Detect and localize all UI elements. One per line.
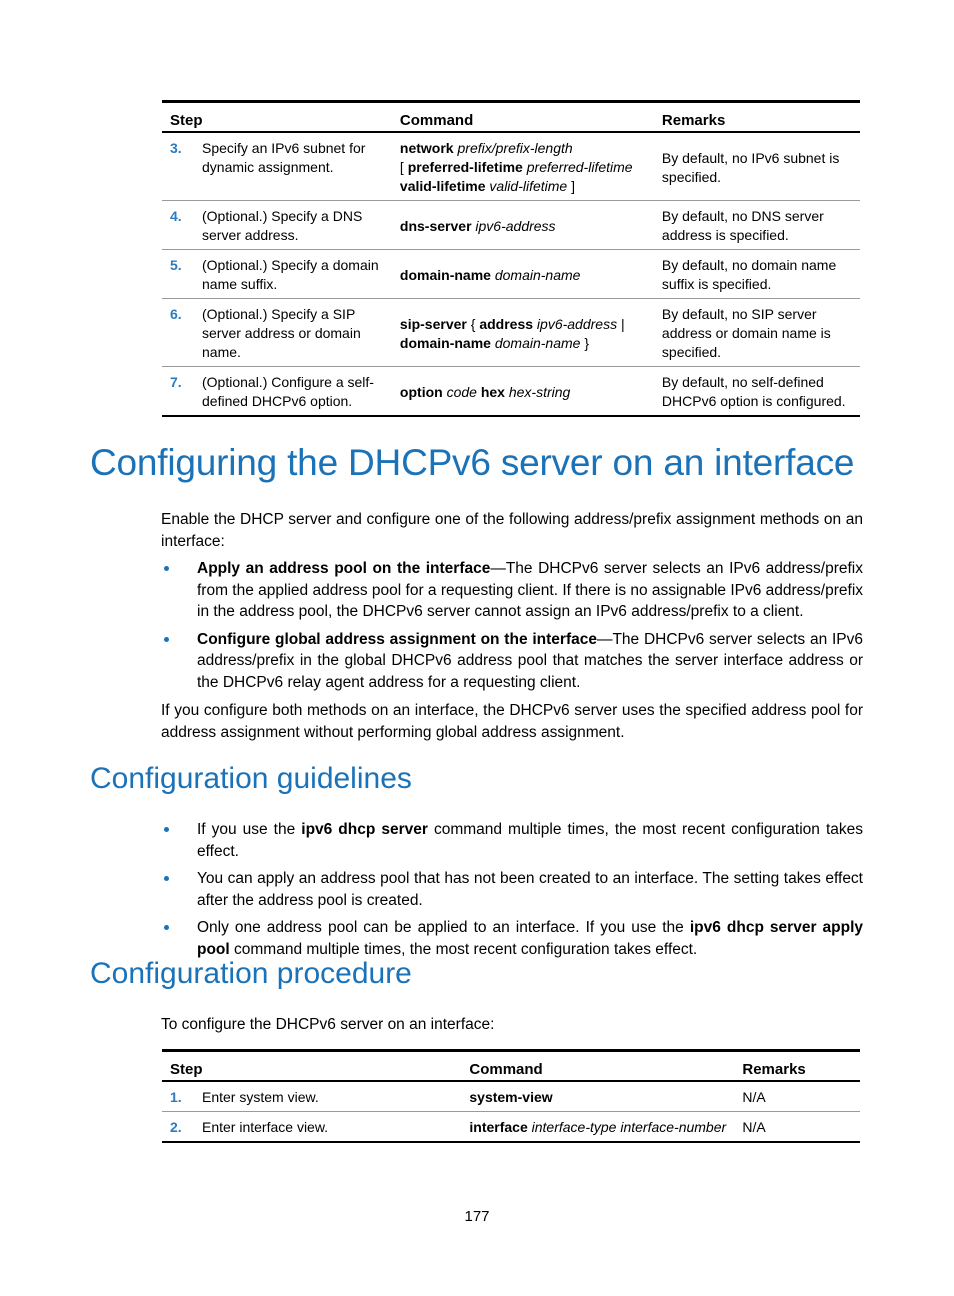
step-command <box>392 299 654 367</box>
text-segment: { <box>466 315 480 332</box>
step-description: Specify an IPv6 subnet for dynamic assignment. <box>194 132 392 201</box>
argument: ipv6-address <box>536 315 618 332</box>
header-command: Command <box>392 102 654 133</box>
text-segment: | <box>617 315 625 332</box>
bullet-icon <box>164 566 169 571</box>
step-remarks: By default, no IPv6 subnet is specified. <box>654 132 860 201</box>
argument: ipv6-address <box>475 217 556 234</box>
table-row <box>162 1081 860 1112</box>
method-name: Apply an address pool on the interface <box>197 560 491 577</box>
command-line <box>400 217 646 236</box>
guidelines-list <box>161 819 863 966</box>
command-line <box>400 334 646 353</box>
bullet-icon <box>164 637 169 642</box>
command-table-1 <box>162 100 860 417</box>
keyword: interface <box>469 1119 528 1135</box>
bullet-icon <box>164 876 169 881</box>
step-remarks: By default, no SIP server address or domain name is specified. <box>654 299 860 367</box>
assignment-methods-list <box>161 558 863 699</box>
command-line <box>400 158 646 177</box>
step-number: 2. <box>162 1112 194 1143</box>
text-segment: If you use the <box>197 821 302 838</box>
page-number: 177 <box>464 1208 490 1225</box>
argument: domain-name <box>494 266 581 283</box>
keyword: option <box>399 383 443 400</box>
table-header-row <box>162 1051 860 1082</box>
argument: hex-string <box>508 383 571 400</box>
header-step: Step <box>162 1051 461 1082</box>
header-step: Step <box>162 102 392 133</box>
argument: domain-name <box>494 334 581 351</box>
argument: code <box>446 383 477 400</box>
step-number: 5. <box>162 250 194 299</box>
keyword: address <box>479 315 534 332</box>
keyword: domain-name <box>399 266 491 283</box>
bullet-icon <box>164 827 169 832</box>
table-row <box>162 367 860 417</box>
text-segment: ] <box>567 178 575 194</box>
step-remarks: By default, no DNS server address is specified. <box>654 201 860 250</box>
guidelines-title: Configuration guidelines <box>90 762 412 795</box>
text-segment: [ <box>399 159 408 175</box>
section-outro: If you configure both methods on an interface, the DHCPv6 server uses the specified address pool for address assignment without performing global address assignment. <box>161 702 863 741</box>
step-remarks: N/A <box>734 1112 860 1143</box>
step-command <box>461 1112 734 1143</box>
text-segment: Only one address pool can be applied to an interface. If you use the <box>197 919 690 936</box>
section-intro: Enable the DHCP server and configure one of the following address/prefix assignment methods on an interface: <box>161 511 863 550</box>
command-line <box>400 315 646 334</box>
table-header-row <box>162 102 860 133</box>
list-item <box>161 819 863 862</box>
method-name: Configure global address assignment on the interface <box>197 630 597 648</box>
step-remarks: By default, no self-defined DHCPv6 option is configured. <box>654 367 860 417</box>
keyword: preferred-lifetime <box>407 159 523 175</box>
step-number: 6. <box>162 299 194 367</box>
step-command <box>392 367 654 417</box>
step-remarks: N/A <box>734 1081 860 1112</box>
list-item <box>161 558 863 623</box>
text-segment: command multiple times, the most recent configuration takes effect. <box>229 940 698 958</box>
step-number: 3. <box>162 132 194 201</box>
method-description: —The DHCPv6 server selects an IPv6 address/prefix from the applied address pool for a requesting client. If there is no assignable IPv6 address/prefix in the address pool, the DHCPv6 server cannot assign an IPv6 address/prefix to a client. <box>197 560 864 620</box>
text-segment: command multiple times, the most recent configuration takes effect. <box>197 821 863 860</box>
keyword: system-view <box>469 1089 553 1105</box>
table-row <box>162 1112 860 1143</box>
step-description: (Optional.) Configure a self-defined DHCPv6 option. <box>194 367 392 417</box>
keyword: ipv6 dhcp server apply pool <box>197 919 863 958</box>
command-line <box>400 266 646 285</box>
step-description: Enter system view. <box>194 1081 461 1112</box>
step-description: (Optional.) Specify a domain name suffix. <box>194 250 392 299</box>
command-line <box>400 383 646 402</box>
table-row <box>162 132 860 201</box>
header-remarks: Remarks <box>734 1051 860 1082</box>
text-segment: } <box>580 334 590 351</box>
command-line <box>400 177 646 196</box>
header-remarks: Remarks <box>654 102 860 133</box>
keyword: ipv6 dhcp server <box>301 821 428 838</box>
method-description: —The DHCPv6 server selects an IPv6 address/prefix in the global DHCPv6 address pool that matches the server interface address or the DHCPv6 relay agent address for a requesting client. <box>197 630 863 691</box>
procedure-intro: To configure the DHCPv6 server on an interface: <box>161 1016 495 1033</box>
step-remarks: By default, no domain name suffix is specified. <box>654 250 860 299</box>
argument: valid-lifetime <box>489 178 568 194</box>
keyword: dns-server <box>399 217 472 234</box>
step-command <box>392 132 654 201</box>
command-line <box>469 1088 726 1107</box>
step-number: 7. <box>162 367 194 417</box>
keyword: valid-lifetime <box>399 178 486 194</box>
table-row <box>162 250 860 299</box>
header-command: Command <box>461 1051 734 1082</box>
step-description: (Optional.) Specify a DNS server address. <box>194 201 392 250</box>
step-number: 4. <box>162 201 194 250</box>
table-row <box>162 299 860 367</box>
list-item <box>161 868 863 911</box>
step-command <box>392 250 654 299</box>
command-line <box>400 139 646 158</box>
keyword: sip-server <box>399 315 467 332</box>
step-command <box>461 1081 734 1112</box>
argument: preferred-lifetime <box>526 159 633 175</box>
keyword: domain-name <box>399 334 491 351</box>
list-item <box>161 917 863 960</box>
argument: prefix/prefix-length <box>457 140 573 156</box>
step-command <box>392 201 654 250</box>
step-description: Enter interface view. <box>194 1112 461 1143</box>
section-title: Configuring the DHCPv6 server on an interface <box>90 442 855 483</box>
procedure-title: Configuration procedure <box>90 957 412 990</box>
keyword: network <box>399 140 454 156</box>
step-description: (Optional.) Specify a SIP server address or domain name. <box>194 299 392 367</box>
command-table-2 <box>162 1049 860 1143</box>
table-row <box>162 201 860 250</box>
list-item <box>161 629 863 694</box>
argument: interface-type interface-number <box>531 1119 727 1135</box>
command-line <box>469 1118 726 1137</box>
bullet-icon <box>164 925 169 930</box>
step-number: 1. <box>162 1081 194 1112</box>
keyword: hex <box>480 383 505 400</box>
text-segment: You can apply an address pool that has not been created to an interface. The setting takes effect after the address pool is created. <box>197 870 863 909</box>
